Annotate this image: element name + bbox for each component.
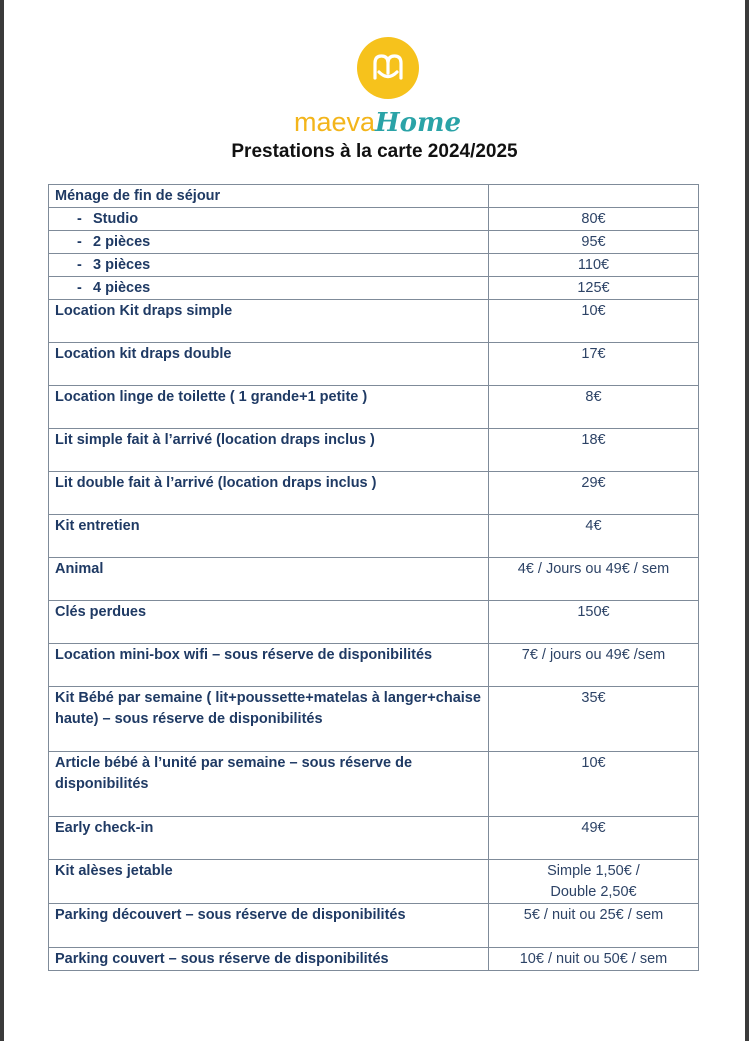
row-price: 10€ — [489, 300, 699, 343]
row-label: Kit alèses jetable — [49, 860, 489, 904]
row-price: 95€ — [489, 231, 699, 254]
row-price: 4€ — [489, 515, 699, 558]
row-price: 18€ — [489, 429, 699, 472]
document-page — [4, 0, 745, 1041]
table-row — [49, 904, 699, 948]
row-label: Parking couvert – sous réserve de disponibilités — [49, 948, 489, 971]
row-label: Lit simple fait à l’arrivé (location draps inclus ) — [49, 429, 489, 472]
row-label: Early check-in — [49, 817, 489, 860]
row-label: Ménage de fin de séjour — [49, 185, 489, 208]
row-label: Location kit draps double — [49, 343, 489, 386]
row-price: 17€ — [489, 343, 699, 386]
list-dash: - — [77, 211, 82, 227]
table-row — [49, 277, 699, 300]
list-dash: - — [77, 280, 82, 296]
row-price: 49€ — [489, 817, 699, 860]
table-row — [49, 860, 699, 904]
row-label: Animal — [49, 558, 489, 601]
maeva-m-icon — [357, 37, 419, 99]
table-row — [49, 948, 699, 971]
table-row — [49, 515, 699, 558]
table-row — [49, 300, 699, 343]
row-label: Article bébé à l’unité par semaine – sous réserve de disponibilités — [49, 752, 489, 817]
row-label: Parking découvert – sous réserve de disponibilités — [49, 904, 489, 948]
row-label: Location mini-box wifi – sous réserve de disponibilités — [49, 644, 489, 687]
row-price: 4€ / Jours ou 49€ / sem — [489, 558, 699, 601]
table-row — [49, 601, 699, 644]
page-title: Prestations à la carte 2024/2025 — [231, 141, 518, 162]
table-row — [49, 208, 699, 231]
table-row — [49, 752, 699, 817]
row-price: 29€ — [489, 472, 699, 515]
table-row — [49, 472, 699, 515]
row-price: 125€ — [489, 277, 699, 300]
table-row — [49, 254, 699, 277]
table-row — [49, 429, 699, 472]
row-label: Kit entretien — [49, 515, 489, 558]
brand-part2: Home — [375, 108, 462, 138]
table-row — [49, 343, 699, 386]
row-label: Location Kit draps simple — [49, 300, 489, 343]
row-label: Lit double fait à l’arrivé (location draps inclus ) — [49, 472, 489, 515]
row-price: 10€ — [489, 752, 699, 817]
table-row — [49, 386, 699, 429]
row-price: Simple 1,50€ / Double 2,50€ — [489, 860, 699, 904]
row-price: 8€ — [489, 386, 699, 429]
table-row — [49, 558, 699, 601]
row-label: 2 pièces — [93, 234, 151, 250]
row-price: 80€ — [489, 208, 699, 231]
row-label: Clés perdues — [49, 601, 489, 644]
row-price: 5€ / nuit ou 25€ / sem — [489, 904, 699, 948]
table-row — [49, 817, 699, 860]
row-label: Location linge de toilette ( 1 grande+1 petite ) — [49, 386, 489, 429]
row-label: 3 pièces — [93, 257, 151, 273]
table-row — [49, 185, 699, 208]
brand-logo — [294, 102, 494, 142]
row-price: 10€ / nuit ou 50€ / sem — [489, 948, 699, 971]
brand-part1: maeva — [294, 107, 376, 137]
row-label: Studio — [93, 211, 139, 227]
table-row — [49, 644, 699, 687]
row-label: 4 pièces — [93, 280, 151, 296]
row-price: 150€ — [489, 601, 699, 644]
row-price — [489, 185, 699, 208]
prices-table — [48, 184, 699, 971]
list-dash: - — [77, 234, 82, 250]
row-price: 7€ / jours ou 49€ /sem — [489, 644, 699, 687]
table-row — [49, 231, 699, 254]
row-price: 110€ — [489, 254, 699, 277]
row-label: Kit Bébé par semaine ( lit+poussette+matelas à langer+chaise haute) – sous réserve de disponibilités — [49, 687, 489, 752]
list-dash: - — [77, 257, 82, 273]
table-row — [49, 687, 699, 752]
row-price: 35€ — [489, 687, 699, 752]
